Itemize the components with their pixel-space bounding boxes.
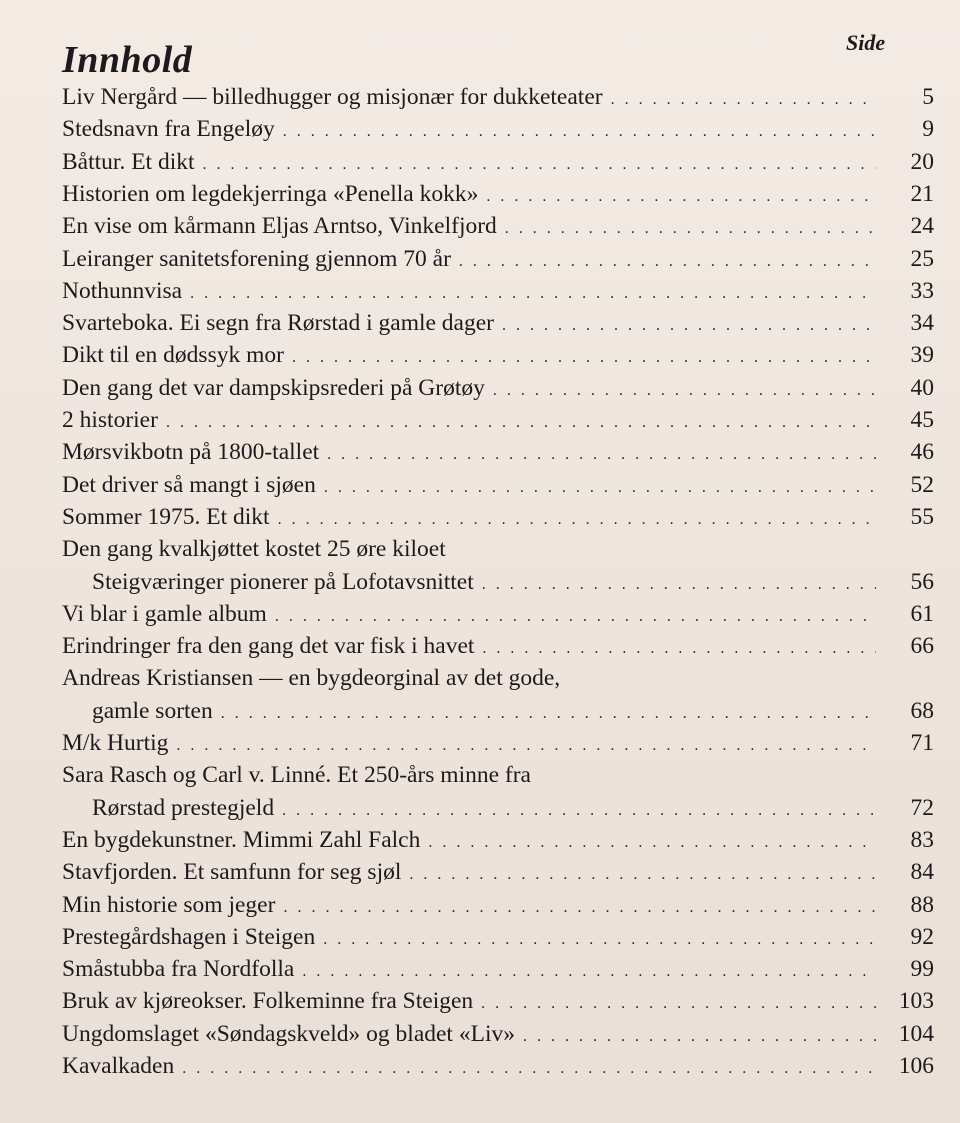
leader-dots xyxy=(486,188,876,206)
toc-entry xyxy=(62,472,934,504)
leader-dots xyxy=(275,608,876,626)
toc-entry-page: 33 xyxy=(910,277,934,304)
toc-entry-title: Båttur. Et dikt xyxy=(62,148,195,175)
toc-entry-title: Svarteboka. Ei segn fra Rørstad i gamle dager xyxy=(62,310,494,337)
toc-entry xyxy=(62,310,934,342)
toc-entry-page: 56 xyxy=(910,568,934,595)
toc-entry-title: Liv Nergård — billedhugger og misjonær for dukketeater xyxy=(62,84,603,110)
toc-entry-page: 99 xyxy=(910,956,934,983)
toc-entry-page: 106 xyxy=(898,1053,934,1079)
toc-entry-page: 34 xyxy=(910,310,934,337)
leader-dots xyxy=(502,317,876,335)
leader-dots xyxy=(482,576,876,594)
leader-dots xyxy=(176,737,876,755)
leader-dots xyxy=(190,285,876,303)
toc-entry-page: 72 xyxy=(910,794,934,821)
toc-entry-page: 20 xyxy=(910,148,934,175)
toc-entry-title: Prestegårdshagen i Steigen xyxy=(62,923,316,950)
toc-entry-page: 84 xyxy=(910,859,934,886)
toc-entry xyxy=(62,601,934,633)
toc-entry-title: M/k Hurtig xyxy=(62,730,169,756)
toc-entry-page: 68 xyxy=(910,697,934,724)
toc-entry-page: 24 xyxy=(910,213,934,240)
toc-entry xyxy=(62,665,934,697)
toc-entry-continuation xyxy=(92,569,934,601)
toc-entry xyxy=(62,342,934,374)
toc-entry xyxy=(62,762,934,794)
toc-entry-title: 2 historier xyxy=(62,407,158,433)
toc-entry-title: Leiranger sanitetsforening gjennom 70 år xyxy=(62,245,451,272)
toc-entry-title: Dikt til en dødssyk mor xyxy=(62,342,284,369)
toc-entry-continuation xyxy=(92,698,934,730)
toc-entry xyxy=(62,278,934,310)
toc-entry-subtitle: Steigværinger pionerer på Lofotavsnittet xyxy=(92,568,474,595)
toc-entry-page: 9 xyxy=(922,116,934,143)
toc-entry-page: 66 xyxy=(910,633,934,660)
toc-entry xyxy=(62,504,934,536)
toc-entry xyxy=(62,375,934,407)
leader-dots xyxy=(428,834,876,852)
toc-entry-title: Stavfjorden. Et samfunn for seg sjøl xyxy=(62,859,402,886)
leader-dots xyxy=(327,446,876,464)
toc-entry xyxy=(62,116,934,148)
leader-dots xyxy=(481,995,876,1013)
toc-entry xyxy=(62,859,934,891)
leader-dots xyxy=(323,931,876,949)
toc-entry-title: En bygdekunstner. Mimmi Zahl Falch xyxy=(62,826,421,853)
toc-entry-page: 40 xyxy=(910,374,934,401)
leader-dots xyxy=(324,479,876,497)
toc-entry-subtitle: gamle sorten xyxy=(92,697,213,724)
toc-entry-title: Vi blar i gamle album xyxy=(62,600,267,627)
toc-entry-continuation xyxy=(92,795,934,827)
leader-dots xyxy=(482,640,876,658)
toc-entry xyxy=(62,536,934,568)
leader-dots xyxy=(302,963,876,981)
toc-entry-title: Stedsnavn fra Engeløy xyxy=(62,116,275,143)
toc-entry xyxy=(62,213,934,245)
leader-dots xyxy=(221,705,876,723)
leader-dots xyxy=(523,1028,876,1046)
leader-dots xyxy=(203,156,876,174)
leader-dots xyxy=(505,220,876,238)
toc-entry-page: 83 xyxy=(910,826,934,853)
toc-entry-title: Småstubba fra Nordfolla xyxy=(62,956,295,983)
toc-entry xyxy=(62,1021,934,1053)
toc-entry-title: Den gang det var dampskipsrederi på Grøtøy xyxy=(62,374,485,401)
toc-entry-title: Bruk av kjøreokser. Folkeminne fra Steigen xyxy=(62,988,474,1015)
leader-dots xyxy=(282,802,876,820)
toc-entry xyxy=(62,633,934,665)
page-title: Innhold xyxy=(62,39,193,81)
toc-entry-title: Historien om legdekjerringa «Penella kokk» xyxy=(62,180,479,207)
toc-entry-page: 55 xyxy=(910,503,934,530)
toc-entry-title: Min historie som jeger xyxy=(62,891,276,918)
toc-entry-page: 25 xyxy=(910,245,934,272)
toc-entry-page: 21 xyxy=(910,180,934,207)
toc-entry xyxy=(62,827,934,859)
toc-entry xyxy=(62,84,934,116)
toc-entry-title: Sommer 1975. Et dikt xyxy=(62,503,270,530)
toc-entry-page: 5 xyxy=(922,84,934,110)
toc-entry-page: 71 xyxy=(910,730,934,756)
toc-entry xyxy=(62,892,934,924)
toc-entry xyxy=(62,956,934,988)
toc-entry-title: Den gang kvalkjøttet kostet 25 øre kiloet xyxy=(62,536,446,563)
toc-entry xyxy=(62,1053,934,1085)
toc-entry-page: 45 xyxy=(910,407,934,433)
toc-entry-title: Sara Rasch og Carl v. Linné. Et 250-års minne fra xyxy=(62,762,531,789)
toc-entry-page: 92 xyxy=(910,923,934,950)
toc-entry-page: 52 xyxy=(910,471,934,498)
toc-entry xyxy=(62,149,934,181)
toc-entry xyxy=(62,246,934,278)
toc-entry xyxy=(62,730,934,762)
toc-entry-title: Andreas Kristiansen — en bygdeorginal av det gode, xyxy=(62,665,561,692)
toc-entry-page: 104 xyxy=(898,1020,934,1047)
toc-entry-title: Erindringer fra den gang det var fisk i havet xyxy=(62,633,475,660)
toc-entry xyxy=(62,439,934,471)
leader-dots xyxy=(611,91,876,109)
leader-dots xyxy=(166,414,876,432)
toc-entry xyxy=(62,181,934,213)
toc-entry-title: Det driver så mangt i sjøen xyxy=(62,471,316,498)
toc-entry-title: Ungdomslaget «Søndagskveld» og bladet «Liv» xyxy=(62,1020,515,1047)
leader-dots xyxy=(493,382,876,400)
toc-entry-page: 39 xyxy=(910,342,934,369)
toc-entry-title: En vise om kårmann Eljas Arntso, Vinkelfjord xyxy=(62,213,497,240)
toc-entry-page: 61 xyxy=(910,600,934,627)
leader-dots xyxy=(409,866,876,884)
toc-entry-title: Kavalkaden xyxy=(62,1053,175,1079)
toc-entry-title: Mørsvikbotn på 1800-tallet xyxy=(62,439,320,466)
leader-dots xyxy=(283,899,876,917)
toc-entry-title: Nothunnvisa xyxy=(62,277,183,304)
leader-dots xyxy=(278,511,876,529)
toc-entry xyxy=(62,988,934,1020)
toc-entry xyxy=(62,924,934,956)
toc-entry-page: 103 xyxy=(898,988,934,1015)
leader-dots xyxy=(182,1060,876,1078)
toc-entry-page: 88 xyxy=(910,891,934,918)
toc-entry-page: 46 xyxy=(910,439,934,466)
toc-entry xyxy=(62,407,934,439)
page-column-label: Side xyxy=(846,30,886,55)
leader-dots xyxy=(292,349,876,367)
leader-dots xyxy=(283,123,876,141)
toc-entry-subtitle: Rørstad prestegjeld xyxy=(92,794,275,821)
leader-dots xyxy=(459,253,876,271)
